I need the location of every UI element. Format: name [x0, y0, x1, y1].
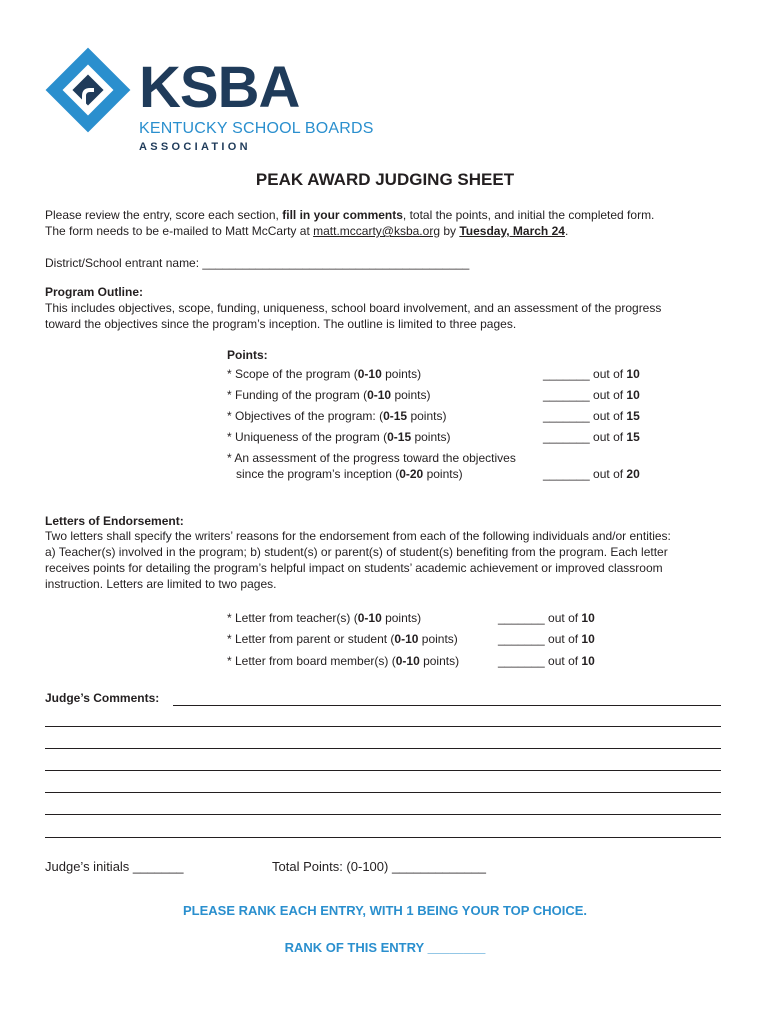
letter-parent-student: * Letter from parent or student (0-10 points): [227, 632, 458, 646]
letters-text-1: Two letters shall specify the writers’ reasons for the endorsement from each of the following individuals and/or entities:: [45, 529, 671, 543]
criterion-objectives: * Objectives of the program: (0-15 points): [227, 409, 447, 423]
criterion-uniqueness: * Uniqueness of the program (0-15 points): [227, 430, 451, 444]
judges-comments-label: Judge’s Comments:: [45, 691, 160, 705]
score-field-funding[interactable]: _______ out of 10: [543, 388, 640, 402]
letters-text-4: instruction. Letters are limited to two pages.: [45, 577, 277, 591]
letter-board-member: * Letter from board member(s) (0-10 points): [227, 654, 460, 668]
comment-line[interactable]: [45, 748, 721, 749]
criterion-assessment-1: * An assessment of the progress toward the objectives: [227, 451, 516, 465]
score-field-assessment[interactable]: _______ out of 20: [543, 467, 640, 481]
comment-line[interactable]: [45, 770, 721, 771]
score-field-letter-board[interactable]: _______ out of 10: [498, 654, 595, 668]
comment-line[interactable]: [45, 837, 721, 838]
program-outline-text-1: This includes objectives, scope, funding, uniqueness, school board involvement, and an assessment of the progress: [45, 301, 662, 315]
ksba-logo-mark: [44, 46, 132, 134]
logo-org-name: KENTUCKY SCHOOL BOARDS: [139, 120, 374, 137]
score-field-uniqueness[interactable]: _______ out of 15: [543, 430, 640, 444]
comment-line[interactable]: [45, 792, 721, 793]
program-outline-heading: Program Outline:: [45, 285, 144, 299]
program-outline-text-2: toward the objectives since the program’s inception. The outline is limited to three pages.: [45, 317, 517, 331]
score-field-letter-parent[interactable]: _______ out of 10: [498, 632, 595, 646]
criterion-scope: * Scope of the program (0-10 points): [227, 367, 422, 381]
entrant-name-field[interactable]: District/School entrant name: ________________________________________: [45, 256, 470, 270]
rank-entry-field[interactable]: RANK OF THIS ENTRY ________: [284, 940, 486, 955]
page-title: PEAK AWARD JUDGING SHEET: [255, 170, 515, 189]
score-field-objectives[interactable]: _______ out of 15: [543, 409, 640, 423]
letters-text-2: a) Teacher(s) involved in the program; b) student(s) or parent(s) of student(s) benefiting from the program. Each letter: [45, 545, 668, 559]
intro-line-1: Please review the entry, score each section, fill in your comments, total the points, and initial the completed form.: [45, 208, 655, 222]
rank-instruction: PLEASE RANK EACH ENTRY, WITH 1 BEING YOUR TOP CHOICE.: [182, 903, 587, 918]
email-link[interactable]: matt.mccarty@ksba.org: [313, 224, 440, 238]
criterion-assessment-2: since the program’s inception (0-20 points): [236, 467, 463, 481]
intro-line-2: The form needs to be e-mailed to Matt McCarty at matt.mccarty@ksba.org by Tuesday, March 24.: [45, 224, 569, 238]
letter-teacher: * Letter from teacher(s) (0-10 points): [227, 611, 422, 625]
score-field-letter-teacher[interactable]: _______ out of 10: [498, 611, 595, 625]
logo-wordmark: KSBA: [139, 55, 300, 120]
comment-line[interactable]: [173, 705, 721, 706]
letters-text-3: receives points for detailing the program’s helpful impact on students’ academic achievement or improved classroom: [45, 561, 663, 575]
comment-line[interactable]: [45, 814, 721, 815]
points-label: Points:: [227, 348, 268, 362]
criterion-funding: * Funding of the program (0-10 points): [227, 388, 431, 402]
judges-initials-field[interactable]: Judge’s initials _______: [45, 859, 184, 874]
logo-association: ASSOCIATION: [139, 141, 251, 153]
score-field-scope[interactable]: _______ out of 10: [543, 367, 640, 381]
total-points-field[interactable]: Total Points: (0-100) _____________: [272, 859, 486, 874]
comment-line[interactable]: [45, 726, 721, 727]
letters-heading: Letters of Endorsement:: [45, 514, 184, 528]
